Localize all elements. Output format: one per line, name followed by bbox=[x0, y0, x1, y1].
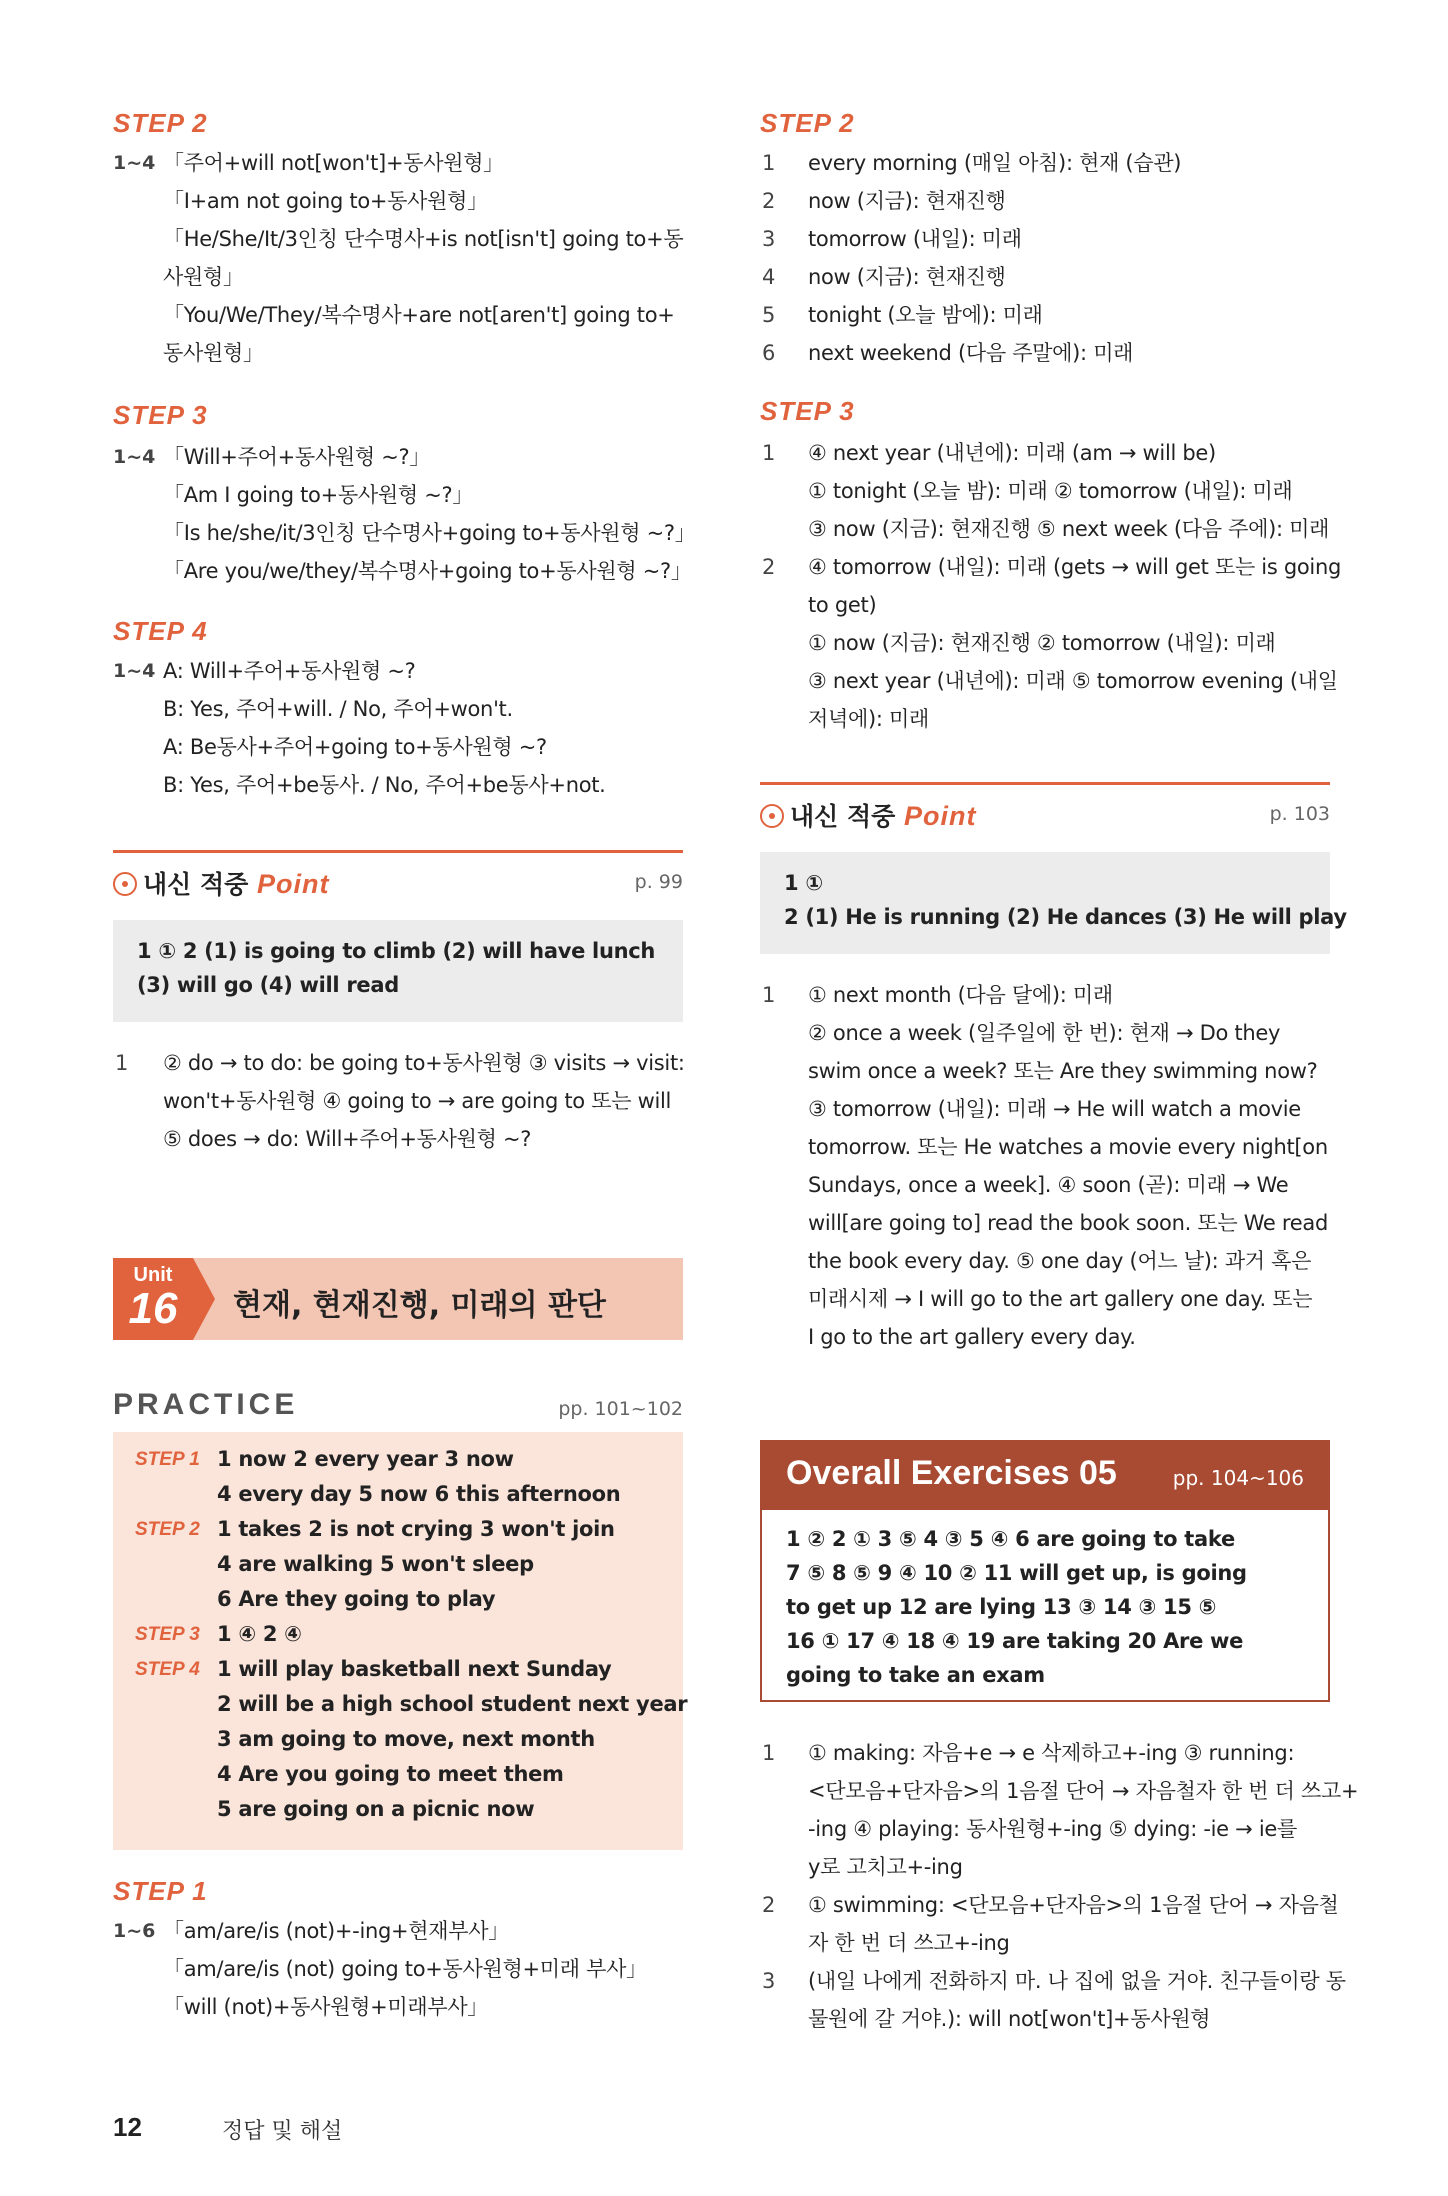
explanation-line: swim once a week? 또는 Are they swimming now? bbox=[808, 1059, 1318, 1083]
point-answer-box bbox=[113, 920, 683, 1022]
step2-line: 「주어+will not[won't]+동사원형」 bbox=[163, 151, 504, 175]
step3-title: STEP 3 bbox=[113, 400, 208, 430]
practice-pages: pp. 101~102 bbox=[558, 1398, 683, 1420]
overall-exercises-header bbox=[760, 1440, 1330, 1510]
explanation-line: 물원에 갈 거야.): will not[won't]+동사원형 bbox=[808, 2007, 1211, 2031]
point-title bbox=[113, 865, 330, 901]
explanation-line: tomorrow. 또는 He watches a movie every night[on bbox=[808, 1135, 1328, 1159]
step2-title: STEP 2 bbox=[113, 108, 208, 138]
step1-range: 1~6 bbox=[113, 1920, 156, 1942]
item-line: to get) bbox=[808, 593, 877, 617]
step4-line: A: Will+주어+동사원형 ~? bbox=[163, 659, 416, 683]
item-number: 1 bbox=[762, 151, 776, 175]
point-title-en: Point bbox=[904, 801, 977, 831]
step3-line: 「Is he/she/it/3인칭 단수명사+going to+동사원형 ~?」 bbox=[163, 521, 696, 545]
point-answer-line: 1 ① 2 (1) is going to climb (2) will have lunch bbox=[137, 939, 656, 963]
unit-tab bbox=[113, 1258, 193, 1340]
item-number: 2 bbox=[762, 189, 776, 213]
practice-row: 4 Are you going to meet them bbox=[217, 1762, 564, 1786]
explanation-line: ① next month (다음 달에): 미래 bbox=[808, 983, 1113, 1007]
practice-step-label: STEP 3 bbox=[135, 1624, 200, 1645]
point-answer-line: (3) will go (4) will read bbox=[137, 973, 399, 997]
step3-title: STEP 3 bbox=[760, 396, 855, 426]
step4-line: B: Yes, 주어+be동사. / No, 주어+be동사+not. bbox=[163, 773, 606, 797]
explanation-number: 3 bbox=[762, 1969, 776, 1993]
step2-line: 「I+am not going to+동사원형」 bbox=[163, 189, 488, 213]
step1-title: STEP 1 bbox=[113, 1876, 208, 1906]
explanation-number: 1 bbox=[762, 1741, 776, 1765]
overall-answer-box bbox=[760, 1510, 1330, 1702]
unit-banner bbox=[113, 1258, 683, 1340]
practice-title: PRACTICE bbox=[113, 1388, 299, 1421]
explanation-line: (내일 나에게 전화하지 마. 나 집에 없을 거야. 친구들이랑 동 bbox=[808, 1969, 1346, 1993]
explanation-line: 미래시제 → I will go to the art gallery one day. 또는 bbox=[808, 1287, 1313, 1311]
explanation-line: I go to the art gallery every day. bbox=[808, 1325, 1136, 1349]
unit-number: 16 bbox=[128, 1284, 178, 1333]
point-answer-line: 2 (1) He is running (2) He dances (3) He will play bbox=[784, 905, 1347, 929]
item-number: 2 bbox=[762, 555, 776, 579]
step2-title: STEP 2 bbox=[760, 108, 855, 138]
page-reference: p. 99 bbox=[634, 871, 683, 893]
point-answer-line: 1 ① bbox=[784, 871, 823, 895]
overall-answer-line: going to take an exam bbox=[786, 1663, 1045, 1687]
step3-range: 1~4 bbox=[113, 446, 156, 468]
item-number: 1 bbox=[762, 441, 776, 465]
step3-line: 「Will+주어+동사원형 ~?」 bbox=[163, 445, 431, 469]
point-header bbox=[760, 782, 1330, 835]
item-line: ③ now (지금): 현재진행 ⑤ next week (다음 주에): 미래 bbox=[808, 517, 1330, 541]
item-line: ① tonight (오늘 밤): 미래 ② tomorrow (내일): 미래 bbox=[808, 479, 1293, 503]
item-number: 6 bbox=[762, 341, 776, 365]
footer-section-title: 정답 및 해설 bbox=[222, 2119, 343, 2144]
step3-line: 「Are you/we/they/복수명사+going to+동사원형 ~?」 bbox=[163, 559, 692, 583]
practice-row: 2 will be a high school student next year bbox=[217, 1692, 688, 1716]
practice-step-label: STEP 4 bbox=[135, 1659, 200, 1680]
practice-row: 1 takes 2 is not crying 3 won't join bbox=[217, 1517, 615, 1541]
practice-row: 5 are going on a picnic now bbox=[217, 1797, 535, 1821]
step2-line: 「You/We/They/복수명사+are not[aren't] going to+ bbox=[163, 303, 675, 327]
item-text: now (지금): 현재진행 bbox=[808, 265, 1006, 289]
step1-line: 「will (not)+동사원형+미래부사」 bbox=[163, 1995, 489, 2019]
step4-line: A: Be동사+주어+going to+동사원형 ~? bbox=[163, 735, 547, 759]
overall-exercises-pages: pp. 104~106 bbox=[1172, 1466, 1304, 1490]
item-text: next weekend (다음 주말에): 미래 bbox=[808, 341, 1134, 365]
explanation-line: ⑤ does → do: Will+주어+동사원형 ~? bbox=[163, 1127, 532, 1151]
explanation-line: -ing ④ playing: 동사원형+-ing ⑤ dying: -ie → ie를 bbox=[808, 1817, 1297, 1841]
item-number: 4 bbox=[762, 265, 776, 289]
explanation-number: 1 bbox=[115, 1051, 129, 1075]
overall-exercises-title: Overall Exercises 05 bbox=[786, 1454, 1117, 1492]
explanation-line: <단모음+단자음>의 1음절 단어 → 자음철자 한 번 더 쓰고+ bbox=[808, 1779, 1359, 1803]
step2-line: 사원형」 bbox=[163, 265, 244, 289]
item-line: ④ tomorrow (내일): 미래 (gets → will get 또는 is going bbox=[808, 555, 1342, 579]
step1-line: 「am/are/is (not) going to+동사원형+미래 부사」 bbox=[163, 1957, 647, 1981]
practice-row: 3 am going to move, next month bbox=[217, 1727, 595, 1751]
explanation-number: 1 bbox=[762, 983, 776, 1007]
target-icon bbox=[760, 804, 784, 828]
item-text: tomorrow (내일): 미래 bbox=[808, 227, 1022, 251]
step3-line: 「Am I going to+동사원형 ~?」 bbox=[163, 483, 474, 507]
point-title-ko: 내신 적중 bbox=[143, 870, 249, 899]
explanation-line: ② do → to do: be going to+동사원형 ③ visits → visit: bbox=[163, 1051, 685, 1075]
explanation-line: ③ tomorrow (내일): 미래 → He will watch a movie bbox=[808, 1097, 1301, 1121]
item-text: tonight (오늘 밤에): 미래 bbox=[808, 303, 1043, 327]
item-text: every morning (매일 아침): 현재 (습관) bbox=[808, 151, 1182, 175]
unit-label: Unit bbox=[133, 1264, 173, 1286]
step4-title: STEP 4 bbox=[113, 616, 208, 646]
item-line: ③ next year (내년에): 미래 ⑤ tomorrow evening (내일 bbox=[808, 669, 1338, 693]
practice-step-label: STEP 1 bbox=[135, 1449, 200, 1470]
step2-range: 1~4 bbox=[113, 152, 156, 174]
page-number: 12 bbox=[113, 2112, 142, 2142]
explanation-line: will[are going to] read the book soon. 또는 We read bbox=[808, 1211, 1329, 1235]
explanation-line: 자 한 번 더 쓰고+-ing bbox=[808, 1931, 1010, 1955]
target-icon bbox=[113, 872, 137, 896]
item-text: now (지금): 현재진행 bbox=[808, 189, 1006, 213]
item-line: 저녁에): 미래 bbox=[808, 707, 929, 731]
unit-notch bbox=[193, 1258, 215, 1340]
step2-line: 「He/She/It/3인칭 단수명사+is not[isn't] going to+동 bbox=[163, 227, 684, 251]
overall-answer-line: 7 ⑤ 8 ⑤ 9 ④ 10 ② 11 will get up, is going bbox=[786, 1561, 1247, 1585]
explanation-line: y로 고치고+-ing bbox=[808, 1855, 963, 1879]
step2-line: 동사원형」 bbox=[163, 341, 264, 365]
practice-row: 1 will play basketball next Sunday bbox=[217, 1657, 612, 1681]
explanation-line: ① making: 자음+e → e 삭제하고+-ing ③ running: bbox=[808, 1741, 1295, 1765]
point-title-ko: 내신 적중 bbox=[790, 802, 896, 831]
item-number: 3 bbox=[762, 227, 776, 251]
step4-range: 1~4 bbox=[113, 660, 156, 682]
practice-answer-box bbox=[113, 1432, 688, 1850]
item-line: ① now (지금): 현재진행 ② tomorrow (내일): 미래 bbox=[808, 631, 1276, 655]
point-title-en: Point bbox=[257, 869, 330, 899]
explanation-line: ② once a week (일주일에 한 번): 현재 → Do they bbox=[808, 1021, 1281, 1045]
point-header bbox=[113, 850, 683, 903]
practice-row: 4 every day 5 now 6 this afternoon bbox=[217, 1482, 621, 1506]
explanation-line: ① swimming: <단모음+단자음>의 1음절 단어 → 자음철 bbox=[808, 1893, 1339, 1917]
practice-row: 4 are walking 5 won't sleep bbox=[217, 1552, 534, 1576]
point-answer-box bbox=[760, 852, 1347, 954]
practice-row: 1 ④ 2 ④ bbox=[217, 1622, 302, 1646]
practice-step-label: STEP 2 bbox=[135, 1519, 200, 1540]
explanation-number: 2 bbox=[762, 1893, 776, 1917]
overall-answer-line: 1 ② 2 ① 3 ⑤ 4 ③ 5 ④ 6 are going to take bbox=[786, 1527, 1235, 1551]
overall-answer-line: to get up 12 are lying 13 ③ 14 ③ 15 ⑤ bbox=[786, 1595, 1217, 1619]
step1-line: 「am/are/is (not)+-ing+현재부사」 bbox=[163, 1919, 509, 1943]
item-line: ④ next year (내년에): 미래 (am → will be) bbox=[808, 441, 1216, 465]
step4-line: B: Yes, 주어+will. / No, 주어+won't. bbox=[163, 697, 513, 721]
overall-answer-line: 16 ① 17 ④ 18 ④ 19 are taking 20 Are we bbox=[786, 1629, 1244, 1653]
explanation-line: Sundays, once a week]. ④ soon (곧): 미래 → We bbox=[808, 1173, 1289, 1197]
explanation-line: won't+동사원형 ④ going to → are going to 또는 will bbox=[163, 1089, 672, 1113]
practice-row: 1 now 2 every year 3 now bbox=[217, 1447, 514, 1471]
explanation-line: the book every day. ⑤ one day (어느 날): 과거 혹은 bbox=[808, 1249, 1312, 1273]
item-number: 5 bbox=[762, 303, 776, 327]
unit-title: 현재, 현재진행, 미래의 판단 bbox=[233, 1288, 606, 1323]
point-title bbox=[760, 797, 977, 833]
practice-row: 6 Are they going to play bbox=[217, 1587, 496, 1611]
page-reference: p. 103 bbox=[1269, 803, 1330, 825]
